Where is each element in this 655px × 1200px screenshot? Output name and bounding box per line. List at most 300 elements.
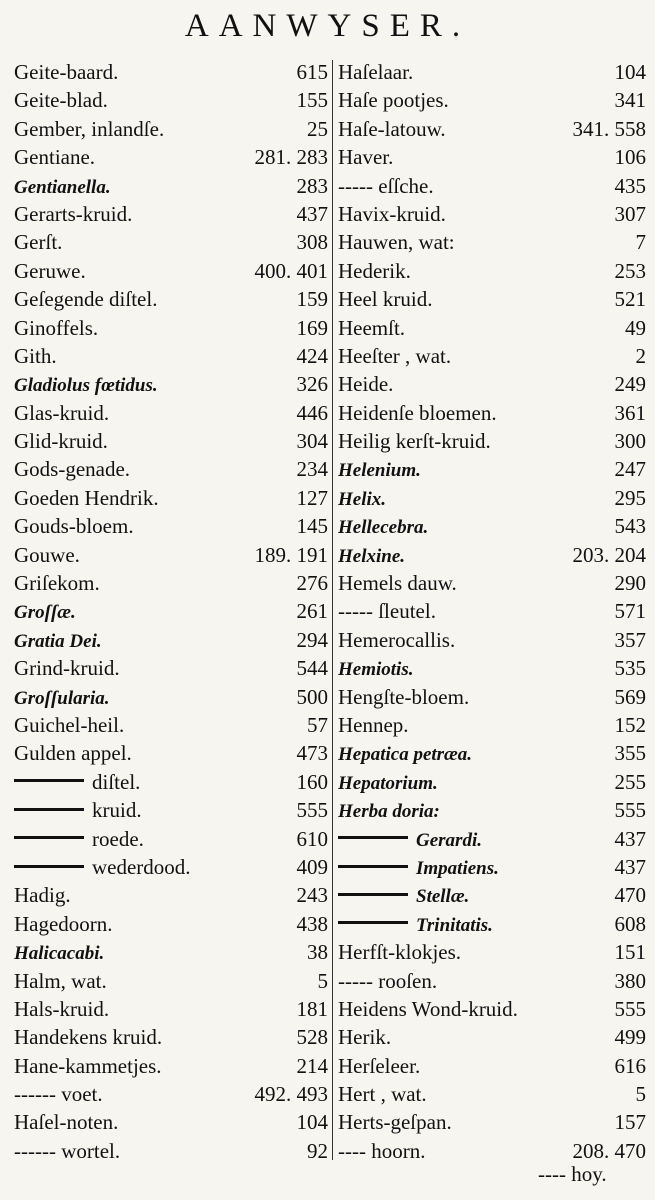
index-entry <box>338 541 646 569</box>
entry-pages: 308 <box>296 230 328 255</box>
entry-term-text: Hagedoorn. <box>14 911 113 936</box>
entry-pages: 616 <box>614 1053 646 1078</box>
entry-term-text: Herſeleer. <box>338 1053 421 1078</box>
entry-term-text: ------ wortel. <box>14 1138 121 1163</box>
entry-term <box>14 1137 120 1165</box>
index-entry <box>14 58 328 86</box>
entry-term-text: Heidens Wond-kruid. <box>338 996 518 1021</box>
entry-term-text: ----- ſleutel. <box>338 599 436 624</box>
entry-term <box>14 626 102 656</box>
entry-pages: 5 <box>317 968 328 993</box>
entry-term-text: Havix-kruid. <box>338 201 446 226</box>
entry-term <box>338 569 457 597</box>
entry-term <box>14 370 158 400</box>
entry-term <box>14 1080 103 1108</box>
index-entry <box>14 484 328 512</box>
repeat-dash <box>14 808 84 811</box>
index-entry <box>338 314 646 342</box>
index-entry <box>14 853 328 881</box>
entry-term <box>14 484 159 512</box>
entry-pages: 521 <box>614 287 646 312</box>
entry-term-text: Groſſæ. <box>14 602 76 624</box>
entry-term <box>338 881 469 911</box>
entry-pages: 276 <box>296 571 328 596</box>
entry-pages: 528 <box>296 1025 328 1050</box>
index-entry <box>338 370 646 398</box>
entry-term-text: Herba doria: <box>338 801 440 823</box>
entry-term <box>338 910 493 940</box>
entry-pages: 361 <box>614 400 646 425</box>
entry-term-text: Hemerocallis. <box>338 627 456 652</box>
entry-term <box>14 796 142 824</box>
entry-term-text: Helenium. <box>338 460 421 482</box>
index-entry <box>338 711 646 739</box>
entry-pages: 253 <box>614 258 646 283</box>
index-entry <box>14 796 328 824</box>
index-entry <box>14 143 328 171</box>
entry-pages: 341. 558 <box>572 116 646 141</box>
entry-term-text: Stellæ. <box>416 886 470 908</box>
index-entry <box>14 200 328 228</box>
entry-pages: 7 <box>635 230 646 255</box>
entry-term-text: ----- eſſche. <box>338 173 434 198</box>
entry-term-text: Geite-blad. <box>14 88 108 113</box>
index-entry <box>14 115 328 143</box>
entry-pages: 25 <box>307 116 328 141</box>
entry-pages: 500 <box>296 684 328 709</box>
entry-term <box>338 399 497 427</box>
index-entry <box>338 257 646 285</box>
entry-term <box>338 484 386 514</box>
entry-term <box>14 967 107 995</box>
entry-term <box>14 285 157 313</box>
entry-term-text: Hengſte-bloem. <box>338 684 470 709</box>
entry-pages: 435 <box>614 173 646 198</box>
entry-term-text: Hellecebra. <box>338 517 429 539</box>
repeat-dash <box>338 865 408 868</box>
entry-term-text: Geſegende diſtel. <box>14 287 158 312</box>
entry-term <box>338 285 432 313</box>
entry-term-text: Gerſt. <box>14 230 63 255</box>
entry-term-text: Ginoffels. <box>14 315 99 340</box>
entry-pages: 249 <box>614 372 646 397</box>
entry-term <box>14 541 80 569</box>
entry-pages: 159 <box>296 287 328 312</box>
entry-pages: 157 <box>614 1110 646 1135</box>
entry-term-text: Gerardi. <box>416 829 482 851</box>
index-entry <box>14 1023 328 1051</box>
entry-term <box>338 541 405 571</box>
entry-term-text: Haſe-latouw. <box>338 116 446 141</box>
index-entry <box>14 597 328 625</box>
entry-pages: 283 <box>296 173 328 198</box>
entry-pages: 555 <box>614 996 646 1021</box>
entry-term-text: Gember, inlandſe. <box>14 116 165 141</box>
entry-pages: 307 <box>614 201 646 226</box>
entry-term <box>14 1052 162 1080</box>
entry-pages: 380 <box>614 968 646 993</box>
entry-term <box>14 910 113 938</box>
index-entry <box>338 1052 646 1080</box>
index-entry <box>338 86 646 114</box>
entry-pages: 610 <box>296 826 328 851</box>
entry-term <box>338 257 411 285</box>
entry-term <box>14 257 86 285</box>
entry-pages: 57 <box>307 712 328 737</box>
entry-term-text: Haſelaar. <box>338 60 414 84</box>
entry-pages: 437 <box>614 826 646 851</box>
entry-term <box>14 455 130 483</box>
entry-term-text: Glas-kruid. <box>14 400 110 425</box>
index-entry <box>338 200 646 228</box>
entry-pages: 446 <box>296 400 328 425</box>
index-entry <box>14 427 328 455</box>
index-entry <box>338 172 646 200</box>
entry-pages: 49 <box>625 315 646 340</box>
index-entry <box>338 1023 646 1051</box>
entry-term-text: Hauwen, wat: <box>338 230 455 255</box>
index-entry <box>14 512 328 540</box>
index-entry <box>14 399 328 427</box>
index-entry <box>14 86 328 114</box>
entry-term-text: wederdood. <box>92 854 191 879</box>
right-column <box>338 58 646 1165</box>
entry-term <box>338 427 491 455</box>
index-entry <box>14 1080 328 1108</box>
entry-term <box>338 938 461 966</box>
entry-term-text: Hert , wat. <box>338 1082 427 1107</box>
entry-term-text: Gerarts-kruid. <box>14 201 133 226</box>
entry-term <box>338 1108 452 1136</box>
entry-term-text: Hadig. <box>14 883 71 908</box>
entry-pages: 294 <box>296 627 328 652</box>
entry-term-text: Hemiotis. <box>338 659 414 681</box>
entry-term <box>14 342 57 370</box>
entry-term <box>14 739 132 767</box>
entry-term <box>338 626 455 654</box>
index-entry <box>14 881 328 909</box>
index-entry <box>14 285 328 313</box>
left-column <box>14 58 328 1165</box>
entry-term <box>14 569 100 597</box>
entry-pages: 437 <box>614 854 646 879</box>
entry-pages: 300 <box>614 429 646 454</box>
index-entry <box>14 739 328 767</box>
entry-term-text: Heilig kerſt-kruid. <box>338 429 491 454</box>
index-entry <box>14 228 328 256</box>
entry-term-text: Heide. <box>338 372 394 397</box>
entry-term-text: Geite-baard. <box>14 60 119 84</box>
entry-pages: 409 <box>296 854 328 879</box>
index-entry <box>338 910 646 938</box>
entry-term-text: Halicacabi. <box>14 943 105 965</box>
repeat-dash <box>338 893 408 896</box>
index-entry <box>338 455 646 483</box>
entry-term <box>338 342 451 370</box>
index-entry <box>14 938 328 966</box>
entry-term-text: Geruwe. <box>14 258 86 283</box>
index-entry <box>338 427 646 455</box>
entry-pages: 326 <box>296 372 328 397</box>
entry-pages: 203. 204 <box>572 542 646 567</box>
entry-term <box>14 881 71 909</box>
entry-term-text: Groſſularia. <box>14 687 110 709</box>
entry-pages: 208. 470 <box>572 1138 646 1163</box>
index-entry <box>338 967 646 995</box>
entry-term-text: ----- rooſen. <box>338 968 438 993</box>
entry-term-text: Gulden appel. <box>14 741 132 766</box>
entry-pages: 5 <box>635 1082 646 1107</box>
entry-term-text: Herts-geſpan. <box>338 1110 452 1135</box>
index-entry <box>14 569 328 597</box>
entry-pages: 255 <box>614 769 646 794</box>
entry-term <box>14 825 144 853</box>
index-entry <box>338 739 646 767</box>
entry-term <box>14 768 140 796</box>
entry-term-text: ---- hoorn. <box>338 1138 426 1163</box>
entry-term <box>338 512 428 542</box>
entry-pages: 127 <box>296 485 328 510</box>
entry-term <box>338 1137 425 1165</box>
entry-pages: 104 <box>296 1110 328 1135</box>
index-entry <box>14 314 328 342</box>
index-entry <box>14 257 328 285</box>
index-entry <box>338 768 646 796</box>
index-entry <box>14 825 328 853</box>
entry-term-text: Grind-kruid. <box>14 656 120 681</box>
entry-term <box>338 143 393 171</box>
entry-term <box>14 938 104 968</box>
entry-term-text: Haſe pootjes. <box>338 88 449 113</box>
index-entry <box>14 1052 328 1080</box>
entry-term <box>14 143 95 171</box>
entry-term <box>14 228 62 256</box>
entry-term-text: kruid. <box>92 798 142 823</box>
repeat-dash <box>338 836 408 839</box>
entry-term <box>338 739 472 769</box>
entry-term-text: Gouwe. <box>14 542 80 567</box>
entry-pages: 555 <box>296 798 328 823</box>
entry-pages: 543 <box>614 514 646 539</box>
entry-pages: 290 <box>614 571 646 596</box>
entry-term-text: Heemſt. <box>338 315 406 340</box>
index-entry <box>14 967 328 995</box>
entry-pages: 355 <box>614 741 646 766</box>
entry-term-text: roede. <box>92 826 144 851</box>
entry-pages: 106 <box>614 145 646 170</box>
entry-term-text: Gouds-bloem. <box>14 514 134 539</box>
entry-term-text: Hennep. <box>338 712 409 737</box>
entry-term <box>14 597 76 627</box>
repeat-dash <box>14 836 84 839</box>
entry-pages: 214 <box>296 1053 328 1078</box>
entry-term-text: Halm, wat. <box>14 968 107 993</box>
entry-term-text: Hemels dauw. <box>338 571 457 596</box>
entry-term-text: Haver. <box>338 145 394 170</box>
entry-term <box>14 314 98 342</box>
index-entry <box>338 825 646 853</box>
entry-pages: 281. 283 <box>254 145 328 170</box>
index-entry <box>338 1108 646 1136</box>
entry-pages: 499 <box>614 1025 646 1050</box>
entry-pages: 473 <box>296 741 328 766</box>
entry-term <box>338 683 469 711</box>
entry-term-text: Glid-kruid. <box>14 429 108 454</box>
index-entry <box>338 342 646 370</box>
entry-pages: 544 <box>296 656 328 681</box>
entry-term-text: Heel kruid. <box>338 287 433 312</box>
entry-term-text: Goeden Hendrik. <box>14 485 159 510</box>
entry-pages: 243 <box>296 883 328 908</box>
entry-pages: 304 <box>296 429 328 454</box>
index-entry <box>338 654 646 682</box>
entry-term <box>338 86 449 114</box>
index-entry <box>14 1108 328 1136</box>
index-entry <box>338 853 646 881</box>
entry-term <box>14 427 108 455</box>
entry-term <box>14 399 109 427</box>
entry-term-text: Herik. <box>338 1025 392 1050</box>
entry-pages: 247 <box>614 457 646 482</box>
entry-term <box>14 512 134 540</box>
repeat-dash <box>14 779 84 782</box>
index-entry <box>338 285 646 313</box>
entry-term <box>338 1052 420 1080</box>
index-entry <box>338 597 646 625</box>
entry-pages: 181 <box>296 996 328 1021</box>
entry-term <box>14 58 118 86</box>
index-entry <box>338 796 646 824</box>
entry-pages: 151 <box>614 940 646 965</box>
index-entry <box>338 626 646 654</box>
entry-term-text: Hederik. <box>338 258 411 283</box>
entry-term-text: Guichel-heil. <box>14 712 125 737</box>
index-entry <box>14 768 328 796</box>
entry-pages: 424 <box>296 343 328 368</box>
entry-term-text: Gentianella. <box>14 176 111 198</box>
index-entry <box>338 115 646 143</box>
entry-pages: 92 <box>307 1138 328 1163</box>
entry-term <box>14 115 164 143</box>
entry-term <box>338 995 518 1023</box>
entry-term <box>14 995 109 1023</box>
entry-term <box>338 370 393 398</box>
entry-pages: 492. 493 <box>254 1082 328 1107</box>
entry-term <box>338 200 446 228</box>
entry-term <box>14 1023 162 1051</box>
entry-term-text: Heeſter , wat. <box>338 343 452 368</box>
entry-term <box>14 86 108 114</box>
index-entry <box>338 569 646 597</box>
entry-pages: 160 <box>296 769 328 794</box>
entry-term <box>338 711 409 739</box>
entry-term-text: Helxine. <box>338 545 406 567</box>
entry-term <box>14 711 124 739</box>
entry-term <box>338 58 413 86</box>
index-entry <box>14 626 328 654</box>
index-entry <box>14 370 328 398</box>
repeat-dash <box>14 865 84 868</box>
entry-term-text: Trinitatis. <box>416 914 493 936</box>
entry-term <box>338 1080 427 1108</box>
entry-term-text: Hepatorium. <box>338 772 438 794</box>
entry-term <box>338 967 437 995</box>
entry-term <box>14 654 120 682</box>
index-entry <box>338 938 646 966</box>
entry-term <box>338 597 436 625</box>
entry-term-text: Haſel-noten. <box>14 1110 119 1135</box>
entry-term <box>338 825 482 855</box>
entry-term <box>338 654 413 684</box>
entry-pages: 569 <box>614 684 646 709</box>
entry-term <box>14 1108 118 1136</box>
entry-term-text: Gith. <box>14 343 57 368</box>
entry-pages: 145 <box>296 514 328 539</box>
entry-term <box>14 853 191 881</box>
index-entry <box>14 541 328 569</box>
index-entry <box>338 143 646 171</box>
entry-term <box>338 455 421 485</box>
entry-term <box>14 200 132 228</box>
index-entry <box>338 399 646 427</box>
index-entry <box>338 512 646 540</box>
entry-pages: 295 <box>614 485 646 510</box>
index-entry <box>338 995 646 1023</box>
entry-term <box>14 683 110 713</box>
entry-term <box>14 172 111 202</box>
entry-term-text: Herfſt-klokjes. <box>338 940 462 965</box>
entry-term <box>338 172 434 200</box>
entry-term <box>338 1023 391 1051</box>
index-entry <box>338 683 646 711</box>
entry-pages: 189. 191 <box>254 542 328 567</box>
entry-term <box>338 115 446 143</box>
entry-pages: 437 <box>296 201 328 226</box>
entry-term-text: Hepatica petræa. <box>338 744 473 766</box>
entry-pages: 571 <box>614 599 646 624</box>
entry-term-text: diſtel. <box>92 769 141 794</box>
entry-pages: 38 <box>307 940 328 965</box>
index-entry <box>14 910 328 938</box>
index-entry <box>338 58 646 86</box>
index-entry <box>338 228 646 256</box>
entry-term-text: Hals-kruid. <box>14 996 110 1021</box>
entry-pages: 341 <box>614 88 646 113</box>
entry-term-text: Heidenſe bloemen. <box>338 400 497 425</box>
entry-pages: 438 <box>296 911 328 936</box>
entry-term <box>338 768 438 798</box>
index-entry <box>14 1137 328 1165</box>
entry-pages: 555 <box>614 798 646 823</box>
index-entry <box>338 881 646 909</box>
index-entry <box>14 172 328 200</box>
entry-pages: 261 <box>296 599 328 624</box>
entry-term-text: Gentiane. <box>14 145 96 170</box>
index-entry <box>338 484 646 512</box>
entry-term-text: Griſekom. <box>14 571 100 596</box>
entry-pages: 155 <box>296 88 328 113</box>
entry-term-text: Gratia Dei. <box>14 630 102 652</box>
index-entry <box>14 683 328 711</box>
index-entry <box>14 711 328 739</box>
entry-term <box>338 314 405 342</box>
entry-term-text: ------ voet. <box>14 1082 103 1107</box>
index-entry <box>14 995 328 1023</box>
entry-term-text: Hane-kammetjes. <box>14 1053 162 1078</box>
entry-term <box>338 853 499 883</box>
entry-term-text: Gladiolus fœtidus. <box>14 375 158 397</box>
index-entry <box>338 1080 646 1108</box>
